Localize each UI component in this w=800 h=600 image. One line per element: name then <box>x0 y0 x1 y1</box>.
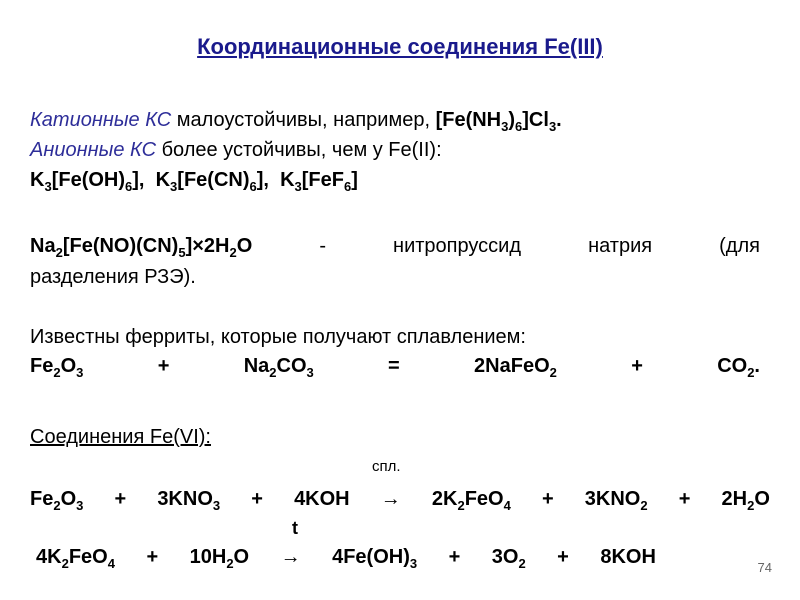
condition-temperature: t <box>292 518 298 538</box>
word-nitroprusside: нитропруссид <box>393 235 522 257</box>
nafeo2: 2NaFeO$_2$ <box>474 355 557 380</box>
word-for: (для <box>719 235 760 257</box>
plus-sign: + <box>251 488 263 510</box>
plus-sign: + <box>541 488 554 510</box>
reaction-arrow: → <box>380 488 401 510</box>
slide-title: Координационные соединения Fe(III) <box>197 34 603 59</box>
plus-sign: + <box>146 546 159 568</box>
ferrite-equation <box>30 355 760 378</box>
equals-sign: = <box>388 355 400 377</box>
plus-sign: + <box>157 355 170 377</box>
page-number: 74 <box>757 560 772 575</box>
k2feo4: $2K_2FeO_4$ <box>431 488 511 513</box>
plus-sign: + <box>557 546 569 568</box>
plus-sign: + <box>678 488 691 510</box>
co2: $CO_2$. <box>717 355 760 380</box>
word-sodium: натрия <box>588 235 653 257</box>
nitroprusside-line2: разделения РЗЭ). <box>30 266 196 288</box>
cationic-text: малоустойчивы, например, <box>171 109 436 131</box>
k2feo4: $4K_2FeO_4$ <box>36 546 115 571</box>
nitroprusside-formula: $Na_2[Fe(NO)(CN)_5]\times 2H_2O$ <box>30 235 253 260</box>
anionic-text: более устойчивы, чем у Fe(II): <box>156 139 442 161</box>
anionic-examples <box>30 168 358 192</box>
fe-oh3: $4Fe(OH)_3$ <box>332 546 418 571</box>
anionic-label: Анионные КС <box>30 139 157 161</box>
o2: $3O_2$ <box>491 546 526 571</box>
ferrate-synthesis-equation <box>30 488 770 511</box>
plus-sign: + <box>114 488 127 510</box>
anionic-line <box>30 138 442 162</box>
nitroprusside-line <box>30 235 760 258</box>
kno2: $3KNO_2$ <box>584 488 648 513</box>
plus-sign: + <box>448 546 461 568</box>
ferrites-text: Известны ферриты, которые получают сплавлением: <box>30 326 526 348</box>
kno3: $3KNO_3$ <box>157 488 221 513</box>
h2o: $2H_2O$ <box>721 488 770 513</box>
k3-fe-oh6: $K_3[Fe(OH)_6]$, <box>30 169 145 194</box>
koh: 4KOH <box>294 488 350 510</box>
cationic-label: Катионные КС <box>30 109 172 131</box>
koh: 8KOH <box>600 546 656 568</box>
reaction-arrow: → <box>280 546 301 568</box>
fe6-heading: Соединения Fe(VI): <box>30 426 211 448</box>
na2co3: $Na_2CO_3$ <box>243 355 314 380</box>
cationic-formula: $[Fe(NH_3)_6]Cl_3$. <box>435 109 562 134</box>
cationic-line <box>30 108 562 132</box>
k3-fe-cn6: $K_3[Fe(CN)_6]$, <box>155 169 269 194</box>
condition-fusion: спл. <box>372 458 401 475</box>
dash: - <box>319 235 326 257</box>
fe2o3: $Fe_2O_3$ <box>30 488 84 513</box>
plus-sign: + <box>631 355 643 377</box>
fe2o3: $Fe_2O_3$ <box>30 355 84 380</box>
ferrate-hydrolysis-equation <box>36 546 656 569</box>
k3-fef6: $K_3[FeF_6]$ <box>280 169 358 194</box>
h2o: $10H_2O$ <box>189 546 250 571</box>
